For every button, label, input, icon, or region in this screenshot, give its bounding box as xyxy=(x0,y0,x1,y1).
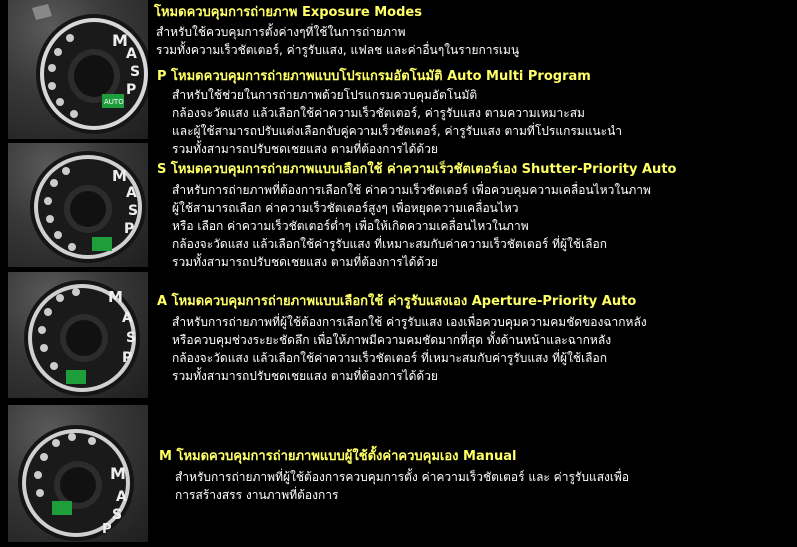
mode-p-line: รวมทั้งสามารถปรับชดเชยแสง ตามที่ต้องการได้ด้วย xyxy=(172,142,438,156)
intro-line: สำหรับใช้ควบคุมการตั้งค่างๆที่ใช้ในการถ่ายภาพ xyxy=(156,25,406,39)
dial-label-a: A xyxy=(116,489,127,505)
mode-dial-illustration xyxy=(8,405,148,542)
mode-dial-photo-s xyxy=(8,143,148,267)
mode-s-line: กล้องจะวัดแสง แล้วเลือกใช้ค่ารูรับแสง ที่เหมาะสมกับค่าความเร็วชัตเตอร์ ที่ผู้ใช้เลือก xyxy=(172,237,607,251)
mode-m-line: สำหรับการถ่ายภาพที่ผู้ใช้ต้องการควบคุมการตั้ง ค่าความเร็วชัตเตอร์ และ ค่ารูรับแสงเพื่อ xyxy=(175,470,630,484)
mode-a-line: สำหรับการถ่ายภาพที่ผู้ใช้ต้องการเลือกใช้ ค่ารูรับแสง เองเพื่อควบคุมความคมชัดของฉากหลัง xyxy=(172,315,647,329)
mode-dial-photo-a xyxy=(8,272,148,398)
mode-m-title: M โหมดควบคุมการถ่ายภาพแบบผู้ใช้ตั้งค่าควบคุมเอง Manual xyxy=(159,449,517,464)
dial-label-auto: AUTO xyxy=(104,98,124,106)
mode-dial-photo-auto xyxy=(8,0,148,139)
dial-label-p: P xyxy=(126,82,137,98)
mode-a-line: หรือควบคุมช่วงระยะชัดลึก เพื่อให้ภาพมีความคมชัดมากที่สุด ทั้งด้านหน้าและฉากหลัง xyxy=(172,333,612,347)
dial-label-p: P xyxy=(124,221,135,237)
dial-label-s: S xyxy=(126,330,137,346)
mode-dial-illustration xyxy=(8,0,148,139)
dial-label-s: S xyxy=(130,64,141,80)
mode-dial-photo-m xyxy=(8,405,148,542)
page-title: โหมดควบคุมการถ่ายภาพ Exposure Modes xyxy=(154,5,422,20)
mode-s-line: รวมทั้งสามารถปรับชดเชยแสง ตามที่ต้องการได้ด้วย xyxy=(172,255,438,269)
mode-a-line: กล้องจะวัดแสง แล้วเลือกใช้ค่าความเร็วชัตเตอร์ ที่เหมาะสมกับค่ารูรับแสง ที่ผู้ใช้เลือก xyxy=(172,351,607,365)
dial-label-p: P xyxy=(102,522,112,537)
dial-label-m: M xyxy=(112,167,127,185)
dial-label-m: M xyxy=(110,464,126,483)
mode-p-line: กล้องจะวัดแสง แล้วเลือกใช้ค่าความเร็วชัตเตอร์, ค่ารูรับแสง ตามความเหมาะสม xyxy=(172,106,585,120)
mode-a-line: รวมทั้งสามารถปรับชดเชยแสง ตามที่ต้องการได้ด้วย xyxy=(172,369,438,383)
dial-label-p: P xyxy=(122,350,133,366)
dial-label-s: S xyxy=(112,507,123,523)
mode-dial-illustration xyxy=(8,272,148,398)
dial-label-a: A xyxy=(126,46,137,62)
mode-s-line: ผู้ใช้สามารถเลือก ค่าความเร็วชัตเตอร์สูงๆ เพื่อหยุดความเคลื่อนไหว xyxy=(172,201,519,215)
mode-p-title: P โหมดควบคุมการถ่ายภาพแบบโปรแกรมอัตโนมัติ Auto Multi Program xyxy=(157,69,591,84)
mode-s-line: สำหรับการถ่ายภาพที่ต้องการเลือกใช้ ค่าความเร็วชัตเตอร์ เพื่อควบคุมความเคลื่อนไหวในภาพ xyxy=(172,183,651,197)
dial-label-s: S xyxy=(128,203,139,219)
mode-dial-illustration xyxy=(8,143,148,267)
mode-s-line: หรือ เลือก ค่าความเร็วชัตเตอร์ต่ำๆ เพื่อให้เกิดความเคลื่อนไหวในภาพ xyxy=(172,219,529,233)
mode-p-line: และผู้ใช้สามารถปรับแต่งเลือกจับคู่ความเร็วชัตเตอร์, ค่ารูรับแสง ตามที่โปรแกรมแนะนำ xyxy=(172,124,623,138)
intro-line: รวมทั้งความเร็วชัตเตอร์, ค่ารูรับแสง, แฟลช และค่าอื่นๆในรายการเมนู xyxy=(156,43,520,57)
dial-label-m: M xyxy=(112,31,128,50)
mode-p-line: สำหรับใช้ช่วยในการถ่ายภาพด้วยโปรแกรมควบคุมอัตโนมัติ xyxy=(172,88,478,102)
mode-a-title: A โหมดควบคุมการถ่ายภาพแบบเลือกใช้ ค่ารูรับแสงเอง Aperture-Priority Auto xyxy=(157,294,637,309)
dial-label-a: A xyxy=(122,310,133,326)
dial-label-m: M xyxy=(108,288,123,306)
dial-label-a: A xyxy=(126,185,137,201)
mode-s-title: S โหมดควบคุมการถ่ายภาพแบบเลือกใช้ ค่าความเร็วชัตเตอร์เอง Shutter-Priority Auto xyxy=(157,162,677,177)
mode-m-line: การสร้างสรร งานภาพที่ต้องการ xyxy=(175,488,339,502)
